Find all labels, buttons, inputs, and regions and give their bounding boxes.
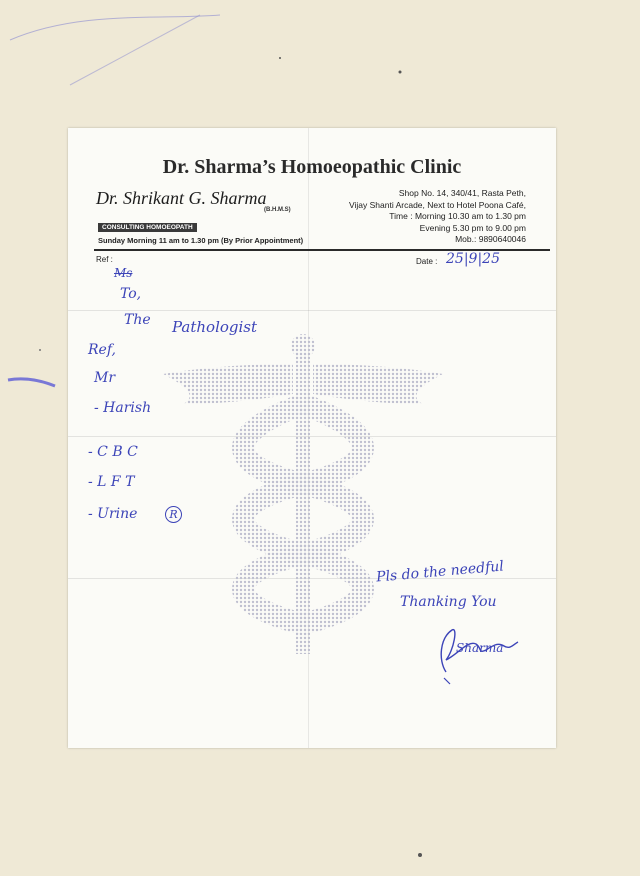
handwritten-ref: Ref, <box>88 342 116 358</box>
ref-label: Ref : <box>96 255 113 264</box>
doctor-name: Dr. Shrikant G. Sharma <box>96 188 267 208</box>
clinic-name: Dr. Sharma’s Homoeopathic Clinic <box>162 156 462 178</box>
handwritten-pathologist: Pathologist <box>172 318 258 336</box>
prescription-sheet <box>68 128 556 748</box>
test-item: - C B C <box>88 444 138 460</box>
test-item: - L F T <box>88 474 135 490</box>
address-line: Evening 5.30 pm to 9.00 pm <box>419 222 526 233</box>
patient-name: - Harish <box>94 400 152 416</box>
date-label: Date : <box>416 257 438 266</box>
fold-line <box>68 310 556 311</box>
address-line: Vijay Shanti Arcade, Next to Hotel Poona Café, <box>348 199 526 210</box>
clinic-address <box>349 188 526 246</box>
consulting-badge: CONSULTING HOMOEOPATH <box>98 223 197 232</box>
address-line: Mob.: 9890640046 <box>455 234 526 244</box>
struck-salutation: Ms <box>114 266 133 280</box>
handwritten-mr: Mr <box>94 370 116 386</box>
caduceus-icon <box>163 324 443 664</box>
address-line: Shop No. 14, 340/41, Rasta Peth, <box>398 188 526 198</box>
thanks-note: Thanking You <box>400 594 497 610</box>
date-value: 25|9|25 <box>446 251 500 267</box>
doctor-qualification: (B.H.M.S) <box>264 207 291 213</box>
handwritten-the: The <box>124 312 151 328</box>
request-note: Pls do the needful <box>375 558 505 586</box>
circled-mark: R <box>165 506 182 523</box>
address-line: Time : Morning 10.30 am to 1.30 pm <box>389 211 526 221</box>
doctor-signature <box>432 620 522 686</box>
test-item: - Urine <box>88 506 138 522</box>
handwritten-to: To, <box>120 286 142 302</box>
signature-text: Sharma <box>456 641 504 655</box>
sunday-hours: Sunday Morning 11 am to 1.30 pm (By Prior Appointment) <box>98 236 304 245</box>
